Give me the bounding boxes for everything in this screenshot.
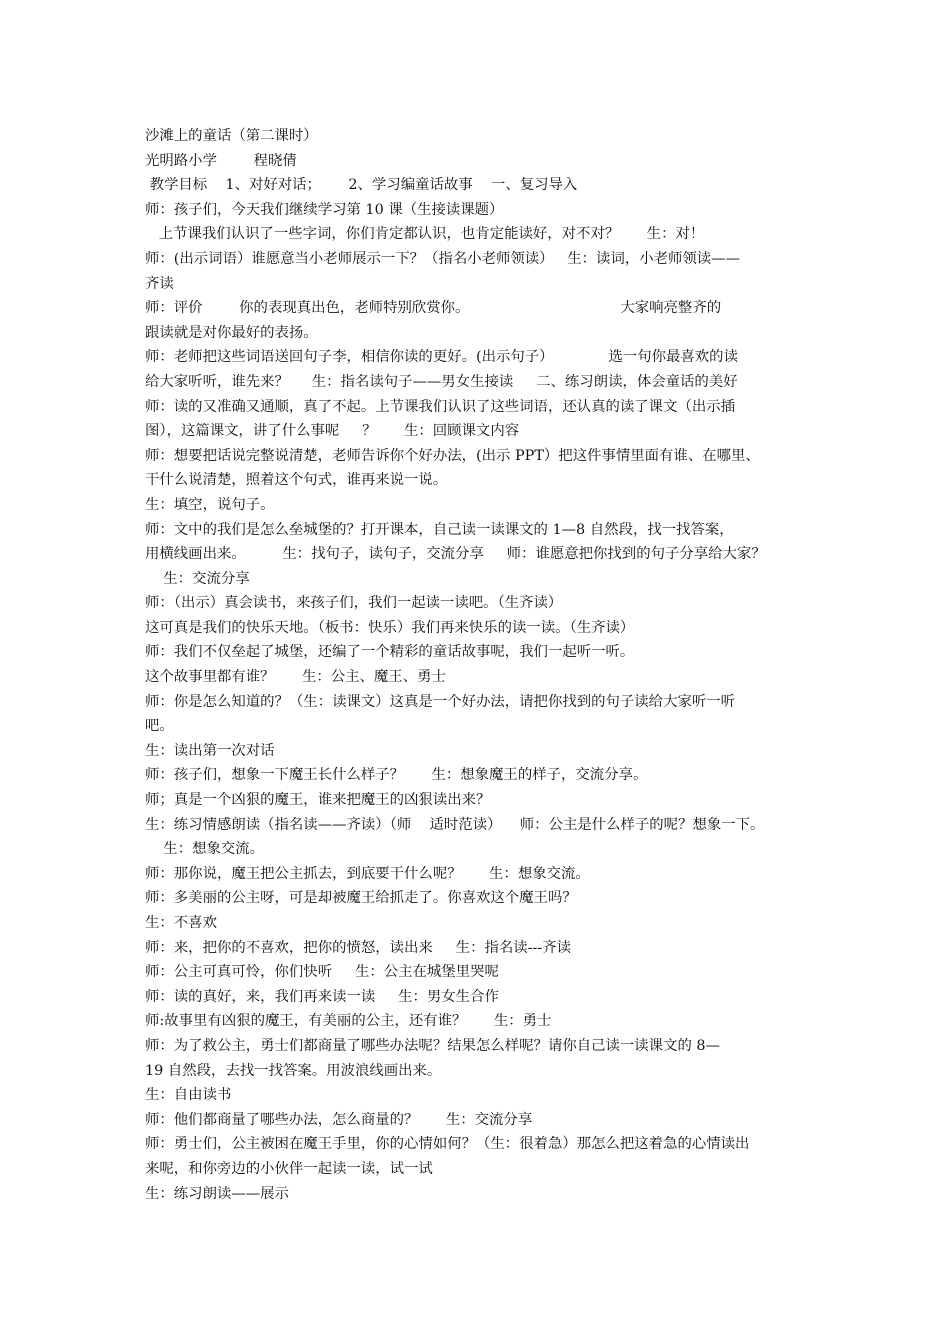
text-line: 上节课我们认识了一些字词，你们肯定都认识，也肯定能读好，对不对？ 生：对！ (145, 226, 705, 243)
text-line: 师；真是一个凶狠的魔王，谁来把魔王的凶狠读出来？ (145, 792, 491, 809)
text-line: 生：读出第一次对话 (145, 742, 275, 759)
text-line: 生：不喜欢 (145, 915, 217, 931)
text-line: 师：想要把话说完整说清楚，老师告诉你个好办法，(出示 PPT）把这件事情里面有谁、在哪里、 (145, 447, 760, 464)
text-line: 19 自然段，去找一找答案。用波浪线画出来。 (145, 1062, 442, 1079)
text-line: 教学目标 1、对好对话； 2、学习编童话故事 一、复习导入 (145, 177, 578, 194)
text-line: 齐读 (145, 275, 174, 292)
document-body (145, 124, 825, 1206)
text-line: 沙滩上的童话（第二课时） (145, 128, 318, 144)
text-line: 师：（出示）真会读书，来孩子们，我们一起读一读吧。（生齐读） (145, 595, 563, 612)
text-line: 师：我们不仅垒起了城堡，还编了一个精彩的童话故事呢，我们一起听一听。 (145, 644, 635, 661)
text-line: 生：自由读书 (145, 1087, 232, 1104)
text-line: 干什么说清楚，照着这个句式，谁再来说一说。 (145, 472, 448, 489)
text-line: 师：读的又准确又通顺，真了不起。上节课我们认识了这些词语，还认真的读了课文（出示插 (145, 398, 736, 415)
text-line: 师：文中的我们是怎么垒城堡的？打开课本，自己读一读课文的 1—8 自然段，找一找答案， (145, 521, 734, 538)
text-line: 这可真是我们的快乐天地。（板书：快乐）我们再来快乐的读一读。（生齐读） (145, 619, 635, 636)
text-line: 这个故事里都有谁？ 生：公主、魔王、勇士 (145, 669, 446, 686)
text-line: 给大家听听，谁先来？ 生：指名读句子——男女生接读 二、练习朗读，体会童话的美好 (145, 373, 738, 390)
text-line: 师：孩子们，想象一下魔王长什么样子？ 生：想象魔王的样子，交流分享。 (145, 767, 648, 784)
text-line: 用横线画出来。 生：找句子，读句子，交流分享 师：谁愿意把你找到的句子分享给大家？ (145, 546, 766, 563)
text-line: 师：勇士们，公主被困在魔王手里，你的心情如何？（生：很着急）那怎么把这着急的心情读出 (145, 1136, 750, 1153)
text-line: 生：交流分享 (145, 570, 250, 587)
text-line: 师：老师把这些词语送回句子李，相信你读的更好。(出示句子） 选一句你最喜欢的读 (145, 349, 738, 366)
text-line: 师：评价 你的表现真出色，老师特别欣赏你。 大家响亮整齐的 (145, 300, 722, 317)
text-line: 师：多美丽的公主呀，可是却被魔王给抓走了。你喜欢这个魔王吗？ (145, 890, 577, 907)
text-line: 师：读的真好，来，我们再来读一读 生：男女生合作 (145, 988, 499, 1005)
text-line: 生：练习情感朗读（指名读——齐读）（师 适时范读） 师：公主是什么样子的呢？想象一下。 (145, 816, 765, 833)
text-line: 师：(出示词语）谁愿意当小老师展示一下？（指名小老师领读） 生：读词，小老师领读—— (145, 250, 740, 267)
text-line: 生：填空，说句子。 (145, 496, 275, 513)
text-line: 图），这篇课文，讲了什么事呢 ？ 生：回顾课文内容 (145, 423, 520, 440)
text-line: 师：来，把你的不喜欢，把你的愤怒，读出来 生：指名读---齐读 (145, 939, 572, 956)
text-line: 跟读就是对你最好的表扬。 (145, 324, 318, 341)
text-line: 吧。 (145, 718, 174, 735)
text-line: 来呢，和你旁边的小伙伴一起读一读，试一试 (145, 1160, 433, 1177)
text-line: 师：孩子们，今天我们继续学习第 10 课（生接读课题） (145, 201, 504, 218)
text-line: 生：练习朗读——展示 (145, 1185, 289, 1202)
text-line: 师：那你说，魔王把公主抓去，到底要干什么呢？ 生：想象交流。 (145, 865, 590, 882)
text-line: 生：想象交流。 (145, 841, 265, 858)
text-line: 师：公主可真可怜，你们快听 生：公主在城堡里哭呢 (145, 964, 499, 981)
text-line: 师：你是怎么知道的？（生：读课文）这真是一个好办法，请把你找到的句子读给大家听一听 (145, 693, 736, 710)
text-line: 师：他们都商量了哪些办法，怎么商量的？ 生：交流分享 (145, 1111, 533, 1128)
text-line: 师:故事里有凶狠的魔王，有美丽的公主，还有谁？ 生：勇士 (145, 1013, 552, 1030)
text-line: 师：为了救公主，勇士们都商量了哪些办法呢？结果怎么样呢？请你自己读一读课文的 8— (145, 1037, 720, 1054)
text-line: 光明路小学 程晓倩 (145, 152, 297, 169)
